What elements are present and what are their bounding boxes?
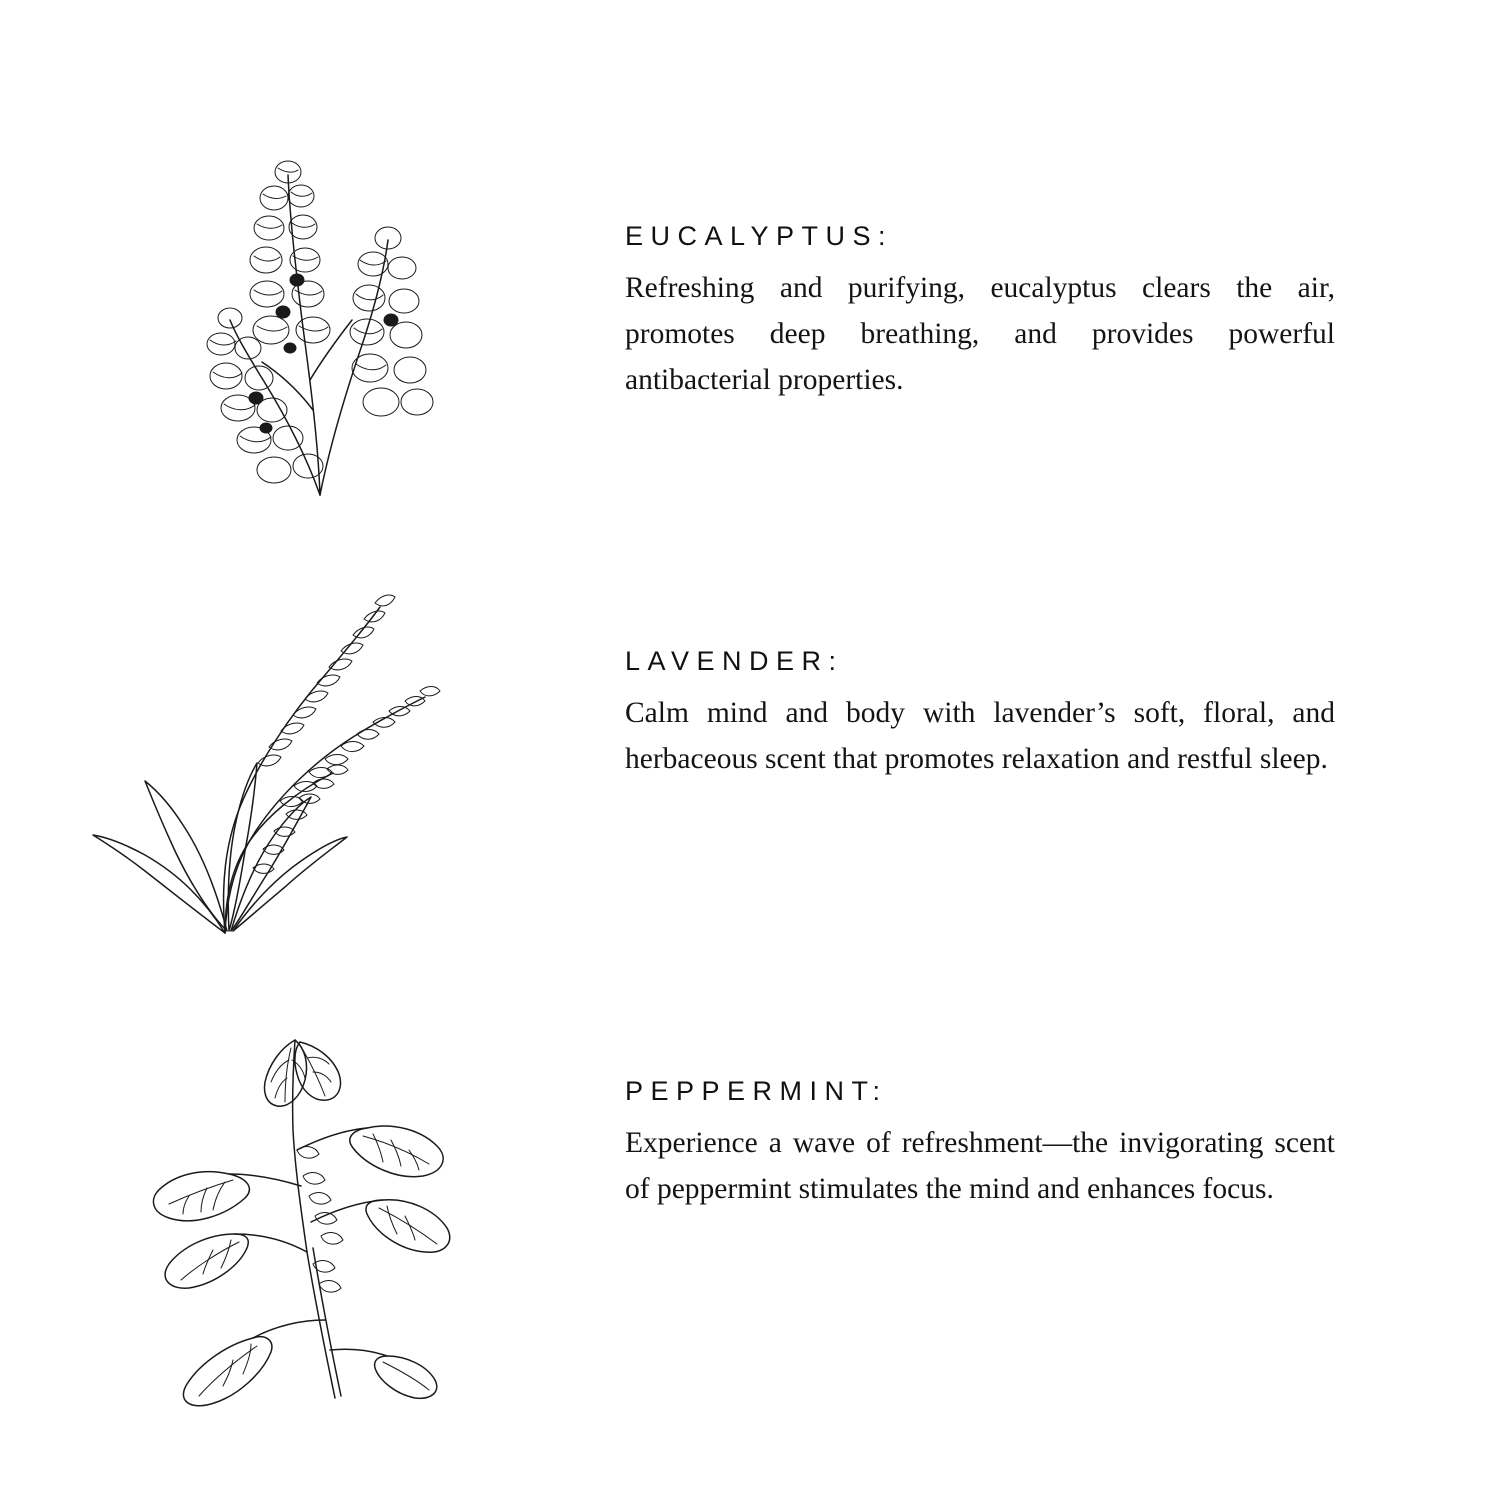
section-lavender: [0, 545, 1500, 945]
lavender-text-block: [625, 545, 1340, 783]
lavender-illustration: [75, 545, 470, 945]
peppermint-illustration: [135, 990, 470, 1410]
eucalyptus-text-block: [625, 80, 1340, 404]
section-peppermint: [0, 990, 1500, 1410]
eucalyptus-illustration: [170, 80, 470, 510]
eucalyptus-heading: EUCALYPTUS:: [625, 221, 894, 251]
peppermint-text-block: [625, 990, 1340, 1213]
section-eucalyptus: [0, 80, 1500, 510]
peppermint-heading: PEPPERMINT:: [625, 1076, 888, 1106]
lavender-heading: LAVENDER:: [625, 646, 844, 676]
eucalyptus-body: Refreshing and purifying, eucalyptus clears the air, promotes deep breathing, and provides powerful antibacterial properties.: [625, 272, 1335, 396]
lavender-body: Calm mind and body with lavender’s soft, floral, and herbaceous scent that promotes relaxation and restful sleep.: [625, 697, 1335, 776]
peppermint-body: Experience a wave of refreshment—the invigorating scent of peppermint stimulates the mind and enhances focus.: [625, 1127, 1335, 1206]
